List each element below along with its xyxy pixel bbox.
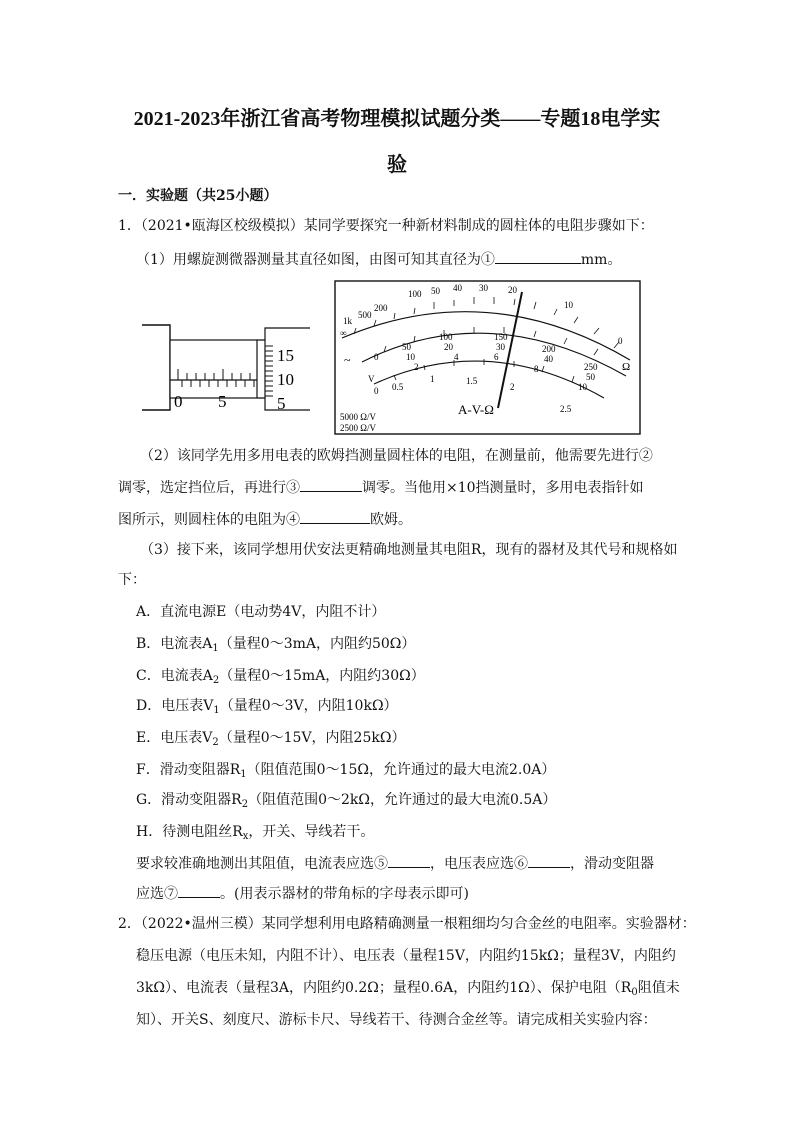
q1-part1-text: （1）用螺旋测微器测量其直径如图，由图可知其直径为① bbox=[136, 252, 495, 268]
dc-low-8: 8 bbox=[534, 364, 539, 374]
answer-blank-6[interactable] bbox=[528, 852, 570, 868]
dc-top-250: 250 bbox=[584, 362, 598, 372]
dc-mid-50: 50 bbox=[586, 372, 595, 382]
thimble-ticks bbox=[265, 346, 273, 396]
req-b: ，电压表应选⑥ bbox=[430, 856, 528, 872]
dc-mid-40: 40 bbox=[544, 354, 553, 364]
sleeve-label-0: 0 bbox=[174, 392, 183, 411]
dc-top-150: 150 bbox=[494, 332, 508, 342]
multimeter-figure bbox=[334, 280, 642, 436]
ac-2.5: 2.5 bbox=[560, 404, 572, 414]
dc-symbol: ~ bbox=[344, 353, 351, 367]
q2-line3: 3kΩ）、电流表（量程3A，内阻约0.2Ω；量程0.6A，内阻约1Ω）、保护电阻（$R_0$阻值未 bbox=[136, 980, 680, 998]
ohm-label-0: 0 bbox=[618, 336, 623, 346]
q1-part3-line1: （3）接下来，该同学想用伏安法更精确地测量其电阻R，现有的器材及其代号和规格如 bbox=[140, 542, 678, 558]
answer-blank-5[interactable] bbox=[388, 852, 430, 868]
q1-requirement-line1 bbox=[136, 852, 654, 874]
section-heading: 一．实验题（共25小题） bbox=[118, 188, 278, 204]
q1-part2-line2 bbox=[118, 476, 644, 498]
req-a: 要求较准确地测出其阻值，电流表应选⑤ bbox=[136, 856, 388, 872]
q2-line1: 2．（2022•温州三模）某同学想利用电路精确测量一根粗细均匀合金丝的电阻率。实验器材： bbox=[118, 916, 696, 932]
ohm-label-100: 100 bbox=[408, 289, 422, 299]
answer-blank-4[interactable] bbox=[300, 508, 370, 524]
meter-spec-2: 2500 Ω/V bbox=[340, 423, 376, 433]
thimble-label-15: 15 bbox=[277, 346, 294, 365]
option-h: H．待测电阻丝$R_x$，开关、导线若干。 bbox=[136, 824, 375, 842]
ohm-label-10: 10 bbox=[564, 300, 573, 310]
q1-part1-unit: mm。 bbox=[580, 252, 622, 268]
option-c: C．电流表$A_2$（量程0～15mA，内阻约30Ω） bbox=[136, 668, 425, 686]
ac-0: 0 bbox=[374, 386, 379, 396]
q1-part2-line3-a: 图所示，则圆柱体的电阻为④ bbox=[118, 512, 300, 528]
dc-mid-10: 10 bbox=[406, 352, 415, 362]
option-b: B．电流表$A_1$（量程0～3mA，内阻约50Ω） bbox=[136, 636, 416, 654]
ac-2: 2 bbox=[510, 382, 515, 392]
req-e: 。(用表示器材的带角标的字母表示即可) bbox=[220, 886, 469, 902]
ohm-label-inf: ∞ bbox=[340, 328, 347, 338]
micrometer-sleeve bbox=[170, 340, 257, 398]
req-d: 应选⑦ bbox=[136, 886, 178, 902]
q1-part2-line3-b: 欧姆。 bbox=[370, 512, 412, 528]
micrometer-figure bbox=[140, 318, 320, 418]
meter-spec-1: 5000 Ω/V bbox=[340, 412, 376, 422]
ohm-label-30: 30 bbox=[479, 283, 488, 293]
page-title-line1: 2021-2023年浙江省高考物理模拟试题分类——专题18电学实 bbox=[133, 108, 661, 130]
dc-low-2: 2 bbox=[414, 362, 419, 372]
micrometer-frame bbox=[142, 325, 170, 410]
ohm-label-500: 500 bbox=[358, 310, 372, 320]
thimble-label-10: 10 bbox=[277, 370, 294, 389]
dc-top-100: 100 bbox=[439, 332, 453, 342]
page-title-line2: 验 bbox=[387, 154, 407, 176]
dc-top-50: 50 bbox=[402, 342, 411, 352]
sleeve-label-5: 5 bbox=[218, 392, 227, 411]
q1-part2-line2-b: 调零。当他用×10挡测量时，多用电表指针如 bbox=[362, 480, 644, 496]
option-d: D．电压表$V_1$（量程0～3V，内阻10kΩ） bbox=[136, 698, 398, 716]
ac-1.5: 1.5 bbox=[466, 376, 478, 386]
dc-top-0: 0 bbox=[374, 352, 379, 362]
q2-line4: 知）、开关S、刻度尺、游标卡尺、导线若干、待测合金丝等。请完成相关实验内容： bbox=[136, 1012, 657, 1028]
v-symbol: V bbox=[368, 374, 375, 384]
option-g: G．滑动变阻器$R_2$（阻值范围0～2kΩ，允许通过的最大电流0.5A） bbox=[136, 792, 557, 810]
answer-blank-3[interactable] bbox=[300, 476, 362, 492]
option-f: F．滑动变阻器$R_1$（阻值范围0～15Ω，允许通过的最大电流2.0A） bbox=[136, 762, 556, 780]
ohm-label-20: 20 bbox=[508, 285, 517, 295]
dc-mid-20: 20 bbox=[444, 342, 453, 352]
dc-top-200: 200 bbox=[542, 344, 556, 354]
ohm-symbol: Ω bbox=[622, 361, 631, 373]
q2-line2: 稳压电源（电压未知，内阻不计）、电压表（量程15V，内阻约15kΩ；量程3V，内阻约 bbox=[136, 948, 676, 964]
thimble-label-5: 5 bbox=[277, 394, 286, 413]
ohm-label-50: 50 bbox=[431, 286, 440, 296]
q1-header: 1．（2021•瓯海区校级模拟）某同学要探究一种新材料制成的圆柱体的电阻步骤如下： bbox=[118, 218, 654, 234]
req-c: ，滑动变阻器 bbox=[570, 856, 654, 872]
ohm-label-1k: 1k bbox=[343, 316, 352, 326]
answer-blank-1[interactable] bbox=[495, 248, 581, 264]
dc-low-10: 10 bbox=[578, 382, 587, 392]
answer-blank-7[interactable] bbox=[178, 882, 220, 898]
ac-0.5: 0.5 bbox=[392, 382, 404, 392]
q1-part2-line1: （2）该同学先用多用电表的欧姆挡测量圆柱体的电阻，在测量前，他需要先进行② bbox=[140, 448, 653, 464]
option-a: A．直流电源E（电动势4V，内阻不计） bbox=[136, 604, 386, 620]
dc-low-4: 4 bbox=[454, 352, 459, 362]
q1-part1 bbox=[136, 248, 621, 270]
dc-mid-30: 30 bbox=[496, 342, 505, 352]
ac-1: 1 bbox=[430, 374, 435, 384]
q1-requirement-line2 bbox=[136, 882, 469, 904]
meter-label: A-V-Ω bbox=[458, 402, 494, 417]
option-e: E．电压表$V_2$（量程0～15V，内阻25kΩ） bbox=[136, 730, 406, 748]
ohm-label-40: 40 bbox=[453, 283, 462, 293]
q1-part2-line3 bbox=[118, 508, 412, 530]
q1-part3-line2: 下： bbox=[118, 572, 146, 588]
q1-part2-line2-a: 调零，选定挡位后，再进行③ bbox=[118, 480, 300, 496]
ohm-label-200: 200 bbox=[374, 303, 388, 313]
dc-low-6: 6 bbox=[494, 352, 499, 362]
